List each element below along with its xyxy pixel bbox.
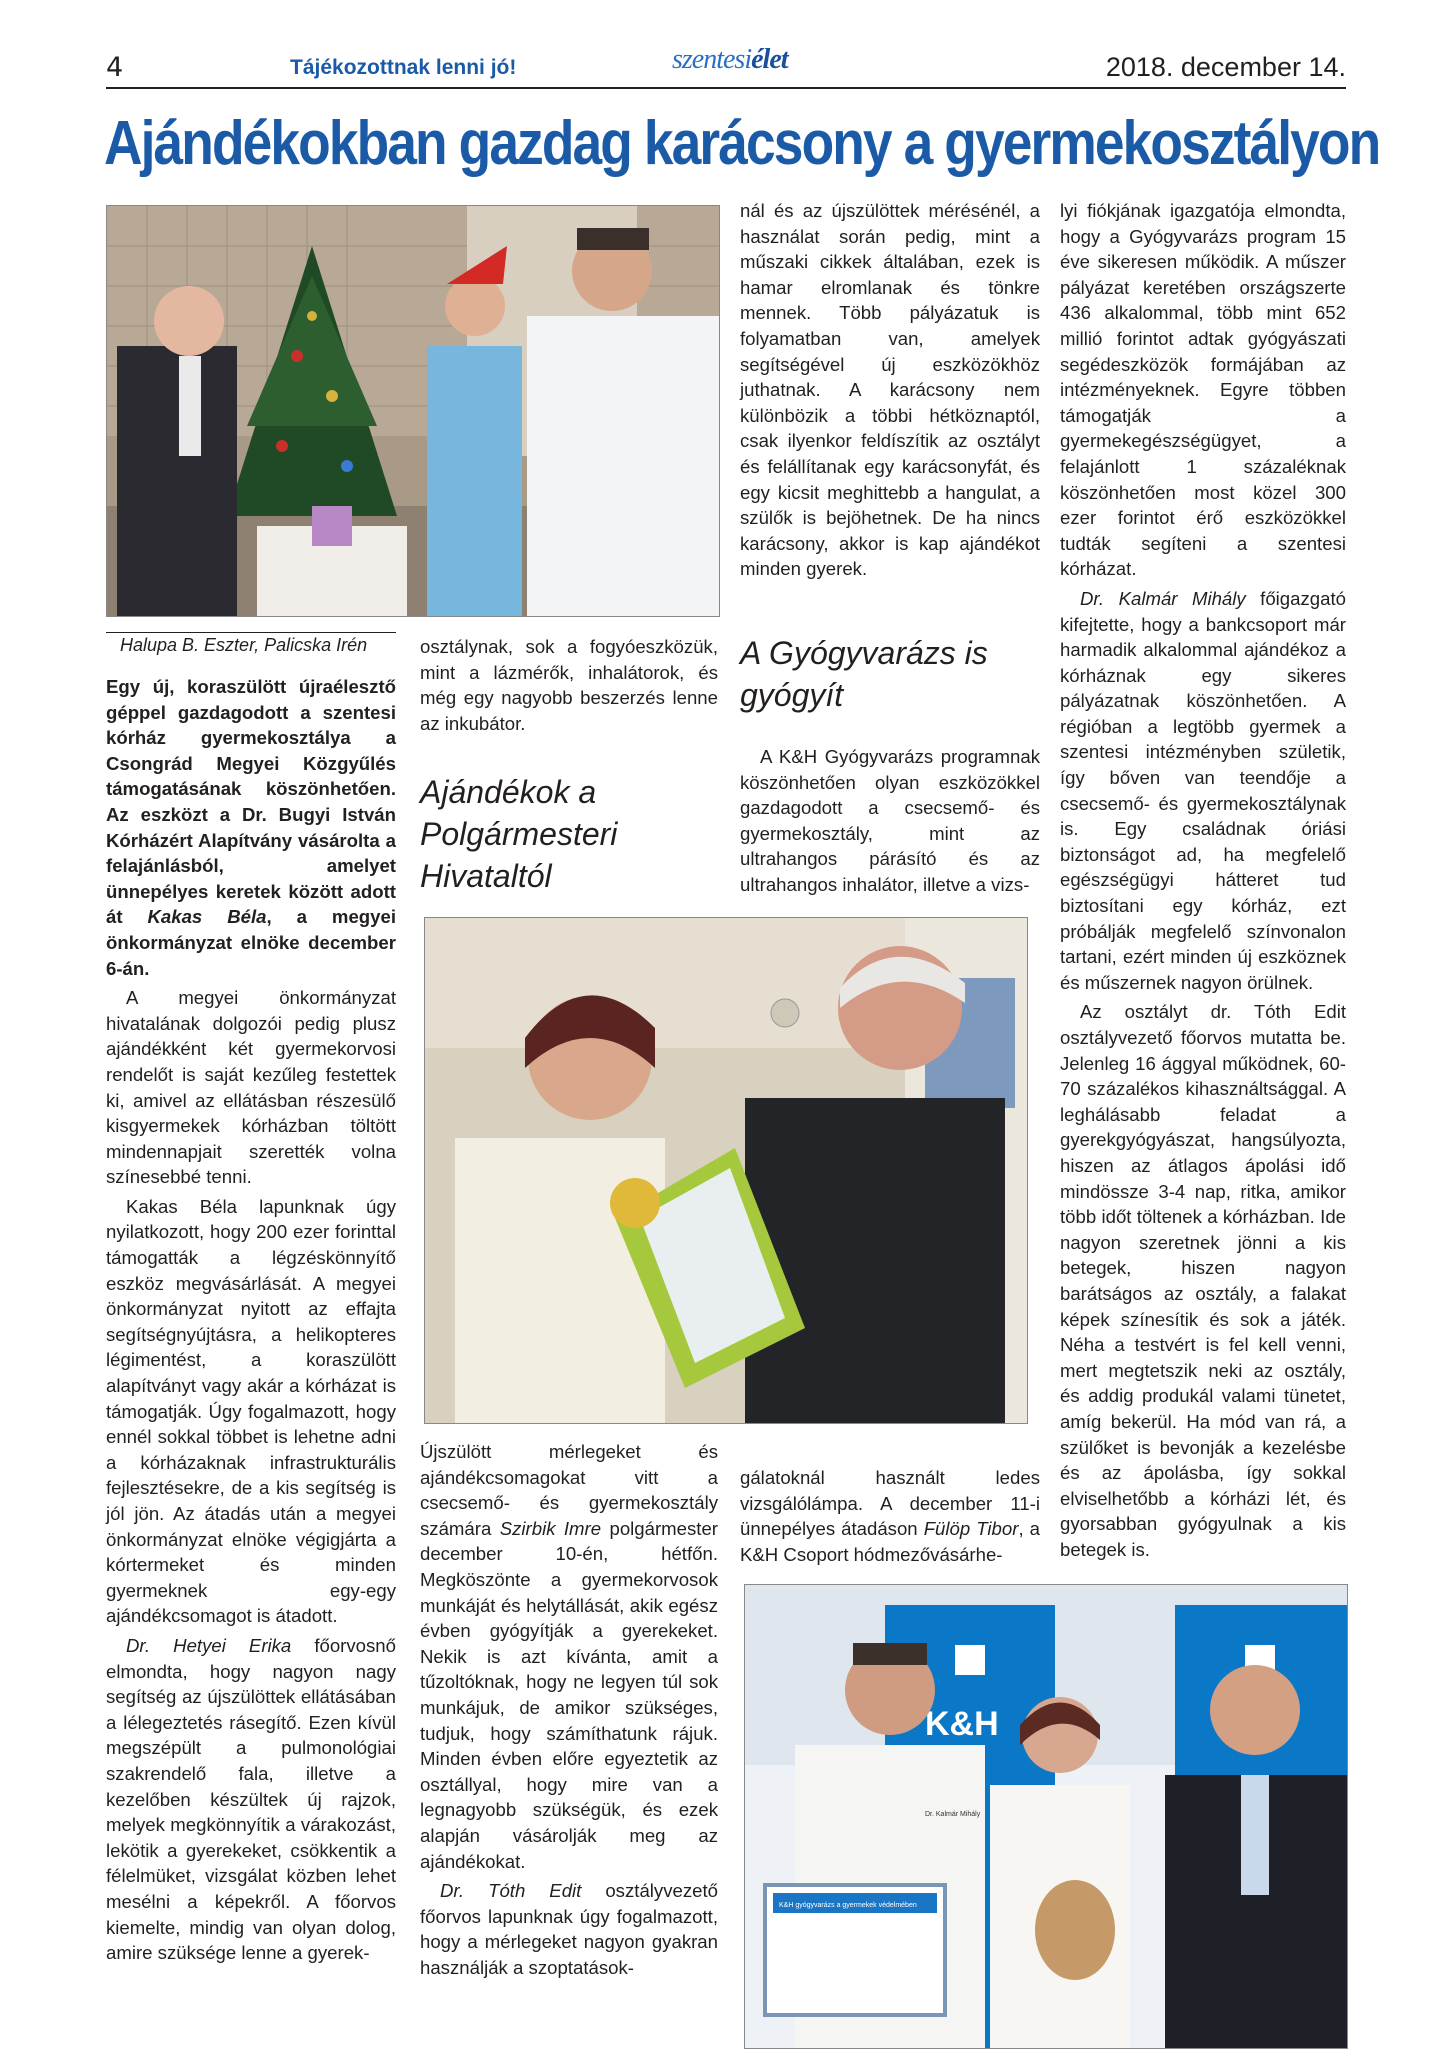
logo-part-2: élet (751, 44, 788, 75)
name-badge: Dr. Kalmár Mihály (925, 1811, 981, 1818)
publication-logo (672, 44, 788, 76)
col2-p1-name: Szirbik Imre (499, 1517, 602, 1539)
photo-kh-group (744, 1584, 1348, 2049)
photo-christmas-tree (106, 205, 720, 617)
col3-bottom-name: Fülöp Tibor (923, 1518, 1019, 1540)
subhead-polgarmesteri: Ajándékok a Polgármesteri Hivataltól (420, 774, 618, 894)
col4-p2-name: Dr. Kalmár Mihály (1080, 587, 1246, 609)
col2-paragraph-2 (420, 1878, 718, 1980)
col2-p1-text-b: polgármester december 10-én, hétfőn. Megköszönte a gyermekorvosok munkáját és helytállását, akik egész évben gyógyítják a gyerekeket. Nekik is azt kívánta, amit a tűzoltóknak, hogy ne legyen túl sok munkájuk, de amikor szükséges, tudjuk, hogy számíthatunk rájuk. Minden évben előre egyeztetik az osztállyal, hogy mire van a legnagyobb szükségük, és ezek alapján vásárolják meg az ajándékokat. (420, 1517, 718, 1872)
col1-paragraph-1: A megyei önkormányzat hivatalának dolgozói pedig plusz ajándékként két gyermekorvosi rendelőt is saját kezűleg festettek ki, amivel az ellátásban részesülő kisgyermekek kórházban töltött mindennapjait szerették volna színesebbé tenni. (106, 987, 396, 1188)
col3-paragraph-1: A K&H Gyógyvarázs programnak köszönhetően olyan eszközökkel gazdagodott a csecsemő- és gyermekosztály, mint az ultrahangos párásító és az ultrahangos inhalátor, illetve a vizs- (740, 746, 1040, 895)
col4-p2-text: főigazgató kifejtette, hogy a bankcsoport már harmadik alkalommal ajándékoz a kórháznak egy sikeres pályázatnak köszönhetően. A régióban a legtöbb gyermek a szentesi intézményben születik, így bőven van teendője a csecsemő- és gyermekosztálynak is. Egy családnak óriási biztonságot ad, ha megfelelő egészségügyi hátteret tud biztosítani egy kórház, ezt próbálják megfelelő színvonalon tartani, ezért minden új eszköznek és műszernek nagyon örülnek. (1060, 587, 1346, 993)
header-slogan: Tájékozottnak lenni jó! (290, 56, 517, 79)
col1-p3-text: főorvosnő elmondta, hogy nagyon nagy segítség az újszülöttek ellátásában a lélegeztetés rásegítő. Ezen kívül megszépült a pulmonológiai szakrendelő fala, illetve a kezelőben készültek új rajzok, melyek megkönnyítik a várakozást, lekötik a gyerekeket, csökkentik a félelmüket, vizsgálat közben lehet mesélni a képekről. A főorvos kiemelte, mindig van olyan dolog, amire szüksége lenne a gyerek- (106, 1634, 396, 1964)
col2-p2-name: Dr. Tóth Edit (440, 1880, 582, 1902)
banner-logo-left: K&H (925, 1705, 999, 1743)
lead-name: Kakas Béla (147, 906, 267, 928)
col2-top-text: osztálynak, sok a fogyóeszközük, mint a lázmérők, inhalátorok, és még egy nagyobb beszerzés lenne az inkubátor. (420, 636, 718, 734)
col2-p2-text: osztályvezető főorvos lapunknak úgy fogalmazott, hogy a mérlegeket nagyon gyakran használják a szoptatások- (420, 1880, 718, 1978)
article-column-3-bottom (740, 1465, 1040, 1571)
col4-paragraph-1: lyi fiókjának igazgatója elmondta, hogy a Gyógyvarázs program 15 éve sikeresen működik. A műszer pályázat keretében országszerte 436 alkalommal, több mint 652 millió forintot adtak gyógyászati segédeszközök formájában az intézményeknek. Egyre többen támogatják a gyermekegészségügyet, a felajánlott 1 százaléknak köszönhetően most közel 300 ezer forintot érő eszközökkel tudták segíteni a szentesi kórházat. (1060, 200, 1346, 580)
page-number: 4 (106, 52, 124, 83)
certificate-title: K&H gyógyvarázs a gyermekek védelmében (779, 1902, 917, 1909)
col3-bottom-text-b: , a K&H Csoport hódmezővásárhe- (740, 1518, 1040, 1565)
col3-bottom-text-a: gálatoknál használt ledes vizsgálólámpa. A december 11-i ünnepélyes átadáson (740, 1467, 1040, 1540)
header-rule (106, 87, 1346, 89)
article-column-2-top (420, 634, 718, 740)
article-column-4 (1060, 198, 1346, 1566)
subhead-gyogyvarazs: A Gyógyvarázs is gyógyít (740, 635, 988, 713)
logo-part-1: szentesi (672, 44, 752, 75)
article-column-3-mid (740, 744, 1040, 902)
lead-text: Egy új, koraszülött újraélesztő géppel gazdagodott a szentesi kórház gyermekosztálya a Csongrád Megyei Közgyűlés támogatásának köszönhetően. Az eszközt a Dr. Bugyi István Kórházért Alapítvány vásárolta a felajánlásból, amelyet ünnepélyes keretek között adott át (106, 676, 396, 928)
col4-paragraph-3: Az osztályt dr. Tóth Edit osztályvezető főorvos mutatta be. Jelenleg 16 ággyal működnek, 60-70 százalékos kihasználtsággal. A leghálásabb feladat a gyerekgyógyászat, hangsúlyozta, hiszen az átlagos ápolási idő mindössze 3-4 nap, ritka, amikor több időt töltenek a kórházban. Ide nagyon szeretnek jönni a kis betegek, hiszen nagyon barátságos az osztály, a falakat képek színesítik és sok a játék. Néha a testvért is fel kell venni, mert megtetszik neki az osztály, és addig produkál valami tünetet, amíg bekerül. Ha mód van rá, a szülőket is bevonják a kezelésbe és az ápolásba, így sokkal elviselhetőbb a kórházi lét, és gyorsabban gyógyulnak a kis betegek is. (1060, 1001, 1346, 1560)
issue-date: 2018. december 14. (1105, 52, 1346, 82)
col4-paragraph-2 (1060, 586, 1346, 996)
col3-paragraph-bottom (740, 1465, 1040, 1567)
article-headline: Ajándékokban gazdag karácsony a gyermekosztályon (104, 109, 1380, 178)
article-column-3-top (740, 198, 1040, 586)
caption-rule (106, 632, 396, 633)
col1-p3-name: Dr. Hetyei Erika (126, 1634, 292, 1656)
col2-paragraph-1 (420, 1439, 718, 1874)
col1-paragraph-2: Kakas Béla lapunknak úgy nyilatkozott, hogy 200 ezer forinttal támogatták a légzéskönnyítő eszköz megvásárlását. A megyei önkormányzat nyitott az effajta segítségnyújtásra, a helikopteres légimentést, a koraszülött alapítványt vagy akár a kórházat is támogatják. Úgy fogalmazott, hogy ennél sokkal többet is lehetne adni a kórházaknak infrastrukturális fejlesztésekre, de a kis segítség is jól jön. Az átadás után a megyei önkormányzat elnöke végigjárta a kórtermeket és minden gyermeknek egy-egy ajándékcsomagot is átadott. (106, 1195, 396, 1627)
col1-paragraph-3 (106, 1633, 396, 1966)
article-column-2-bottom (420, 1439, 718, 1984)
photo1-caption: Halupa B. Eszter, Palicska Irén (120, 635, 368, 655)
col2-p1-text-a: Újszülött mérlegeket és ajándékcsomagokat vitt a csecsemő- és gyermekosztály számára (420, 1441, 718, 1539)
article-column-1 (106, 674, 396, 1970)
lead-paragraph (106, 674, 396, 981)
col3-top-text: nál és az újszülöttek mérésénél, a használat során pedig, mint a műszaki cikkek általában, ezek is hamar elromlanak és tönkre mennek. Több pályázatuk is folyamatban van, amelyek segítségével új eszközökhöz juthatnak. A karácsony nem különbözik a többi hétköznaptól, csak ilyenkor feldíszítik az osztályt és felállítanak egy karácsonyfát, és egy kicsit meghittebb a hangulat, a szülők is bejöhetnek. De ha nincs karácsony, akkor is kap ajándékot minden gyerek. (740, 200, 1040, 580)
photo-scale-handover (424, 917, 1028, 1424)
lead-text-end: , a megyei önkormányzat elnöke december 6-án. (106, 906, 397, 979)
